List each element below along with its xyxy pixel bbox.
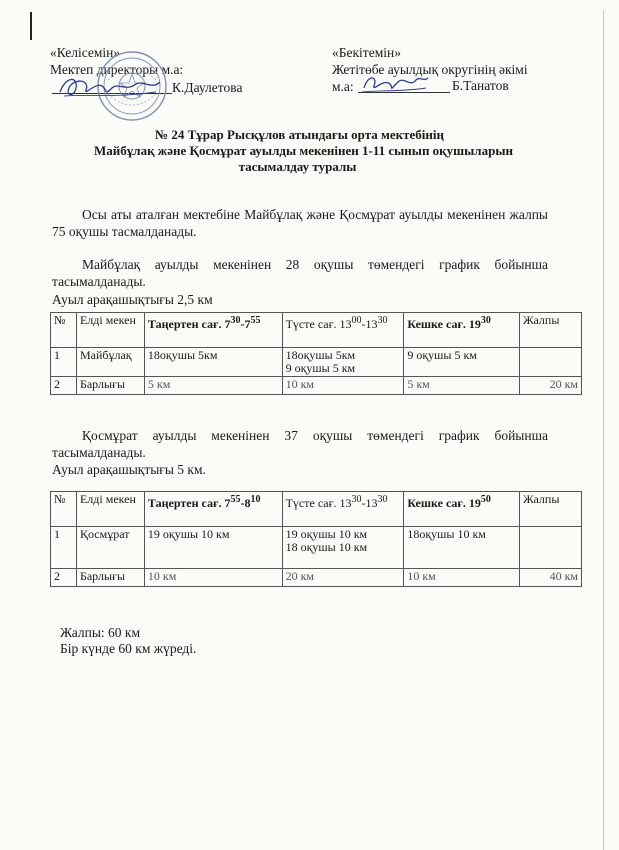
cell-noon: 20 км [282, 569, 404, 587]
col-header-num: № [51, 313, 77, 348]
col-header-noon: Түсте сағ. $13^{00}-13^{30}$ [282, 313, 404, 348]
cell-settlement: Майбұлақ [76, 348, 144, 377]
cell-morning: 18оқушы 5км [144, 348, 282, 377]
col-header-settlement: Елді мекен [76, 313, 144, 348]
section2-paragraph: Қосмұрат ауылды мекенінен 37 оқушы төмендегі график бойынша тасымалданады. [52, 428, 548, 460]
cell-settlement: Барлығы [76, 377, 144, 395]
cell-num: 1 [51, 527, 77, 569]
col-header-total: Жалпы [520, 313, 582, 348]
cell-evening: 18оқушы 10 км [404, 527, 520, 569]
cell-total: 20 км [520, 377, 582, 395]
col-header-noon: Түсте сағ. $13^{30}-13^{30}$ [282, 492, 404, 527]
cell-settlement: Барлығы [76, 569, 144, 587]
approval-left-name: К.Даулетова [172, 80, 243, 95]
section1-distance: Ауыл арақашықтығы 2,5 км [52, 292, 213, 307]
section2-distance: Ауыл арақашықтығы 5 км. [52, 462, 206, 477]
cell-noon: 19 оқушы 10 км 18 оқушы 10 км [282, 527, 404, 569]
section1-paragraph: Майбұлақ ауылды мекенінен 28 оқушы төмендегі график бойынша тасымалданады. [52, 257, 548, 289]
cell-num: 2 [51, 377, 77, 395]
schedule-table-maibulak [50, 312, 582, 395]
col-header-morning: Таңертен сағ. $7^{55}-8^{10}$ [144, 492, 282, 527]
cell-num: 1 [51, 348, 77, 377]
cell-noon: 18оқушы 5км 9 оқушы 5 км [282, 348, 404, 377]
schedule-table-kosmurat [50, 491, 582, 587]
approval-left-position: Мектеп директоры м.а: [50, 62, 184, 77]
cell-evening: 10 км [404, 569, 520, 587]
signature-right [360, 70, 430, 96]
table-header-row [51, 492, 582, 527]
table-row [51, 377, 582, 395]
approval-right-name: Б.Танатов [452, 78, 509, 93]
col-header-evening: Кешке сағ. $19^{50}$ [404, 492, 520, 527]
cell-num: 2 [51, 569, 77, 587]
page-edge-mark [30, 12, 32, 40]
document-title-line2: Майбұлақ және Қосмұрат ауылды мекенінен 1-11 сынып оқушыларын [94, 143, 513, 158]
cell-total [520, 348, 582, 377]
table-row [51, 527, 582, 569]
footer-daily: Бір күнде 60 км жүреді. [60, 641, 197, 656]
col-header-morning: Таңертен сағ. $7^{30}-7^{55}$ [144, 313, 282, 348]
approval-right-heading: «Бекітемін» [332, 45, 401, 60]
cell-morning: 10 км [144, 569, 282, 587]
table-row [51, 569, 582, 587]
approval-right-prefix: м.а: [332, 79, 354, 94]
signature-left [56, 72, 166, 102]
cell-noon: 10 км [282, 377, 404, 395]
cell-evening: 9 оқушы 5 км [404, 348, 520, 377]
document-title-line3: тасымалдау туралы [238, 159, 357, 174]
cell-morning: 19 оқушы 10 км [144, 527, 282, 569]
footer-total: Жалпы: 60 км [60, 625, 141, 640]
document-title-line1: № 24 Тұрар Рысқұлов атындағы орта мектебінің [155, 127, 444, 142]
col-header-num: № [51, 492, 77, 527]
table-row [51, 348, 582, 377]
cell-settlement: Қосмұрат [76, 527, 144, 569]
table-header-row [51, 313, 582, 348]
approval-left-heading: «Келісемін» [50, 45, 121, 60]
cell-evening: 5 км [404, 377, 520, 395]
approval-right-position: Жетітөбе ауылдық округінің әкімі [332, 62, 528, 77]
col-header-settlement: Елді мекен [76, 492, 144, 527]
col-header-evening: Кешке сағ. $19^{30}$ [404, 313, 520, 348]
col-header-total: Жалпы [520, 492, 582, 527]
intro-paragraph: Осы аты аталған мектебіне Майбұлақ және Қосмұрат ауылды мекенінен жалпы 75 оқушы тасмалданады. [52, 207, 548, 239]
cell-morning: 5 км [144, 377, 282, 395]
cell-total: 40 км [520, 569, 582, 587]
cell-total [520, 527, 582, 569]
